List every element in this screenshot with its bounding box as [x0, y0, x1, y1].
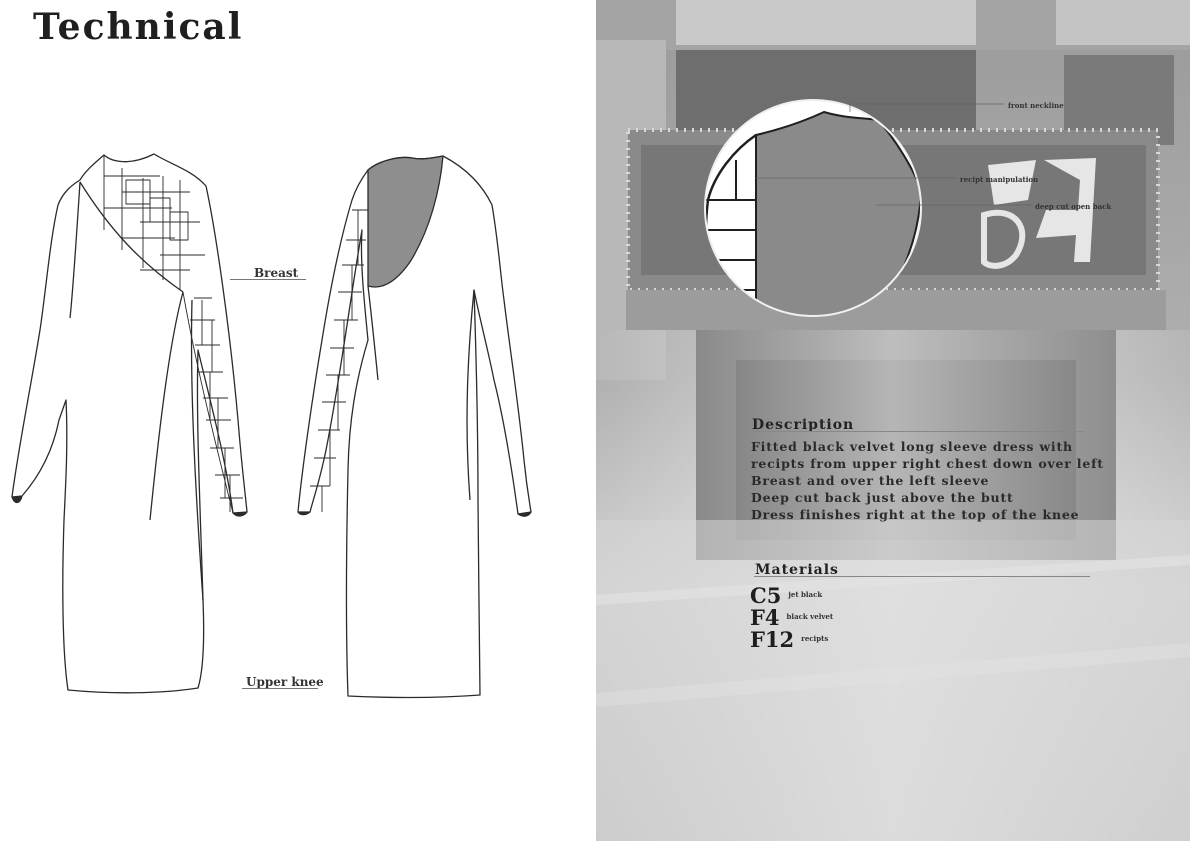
front-dress-sketch [12, 154, 247, 693]
callout-front-neckline: front neckline [1008, 101, 1064, 110]
material-item [750, 585, 833, 607]
detail-page [596, 0, 1190, 841]
description-list [751, 438, 1104, 523]
breast-label: Breast [254, 266, 299, 280]
description-line: Deep cut back just above the butt [751, 490, 1014, 505]
material-name: black velvet [786, 612, 834, 621]
material-name: recipts [801, 634, 829, 643]
materials-heading: Materials [755, 562, 839, 578]
material-code: F12 [750, 627, 795, 652]
description-rule [750, 431, 1084, 432]
materials-list [750, 585, 833, 651]
materials-rule [754, 576, 1090, 577]
material-code: F4 [750, 605, 780, 630]
description-line: recipts from upper right chest down over left [751, 456, 1104, 471]
back-dress-sketch [298, 156, 531, 697]
description-line: Fitted black velvet long sleeve dress with [751, 439, 1073, 454]
upper-knee-label-line [242, 688, 318, 689]
description-line: Breast and over the left sleeve [751, 473, 990, 488]
upper-knee-label: Upper knee [246, 675, 324, 689]
callout-deep-cut-back: deep cut open back [1035, 202, 1112, 211]
studio-54-photo-background [596, 0, 1190, 841]
material-code: C5 [750, 583, 782, 608]
material-name: jet black [788, 590, 823, 599]
page-title: Technical [33, 6, 244, 48]
material-item [750, 629, 833, 651]
callout-receipt-manipulation: recipt manipulation [960, 175, 1039, 184]
description-heading: Description [752, 417, 855, 433]
material-item [750, 607, 833, 629]
breast-label-line [230, 279, 306, 280]
description-line: Dress finishes right at the top of the knee [751, 507, 1080, 522]
